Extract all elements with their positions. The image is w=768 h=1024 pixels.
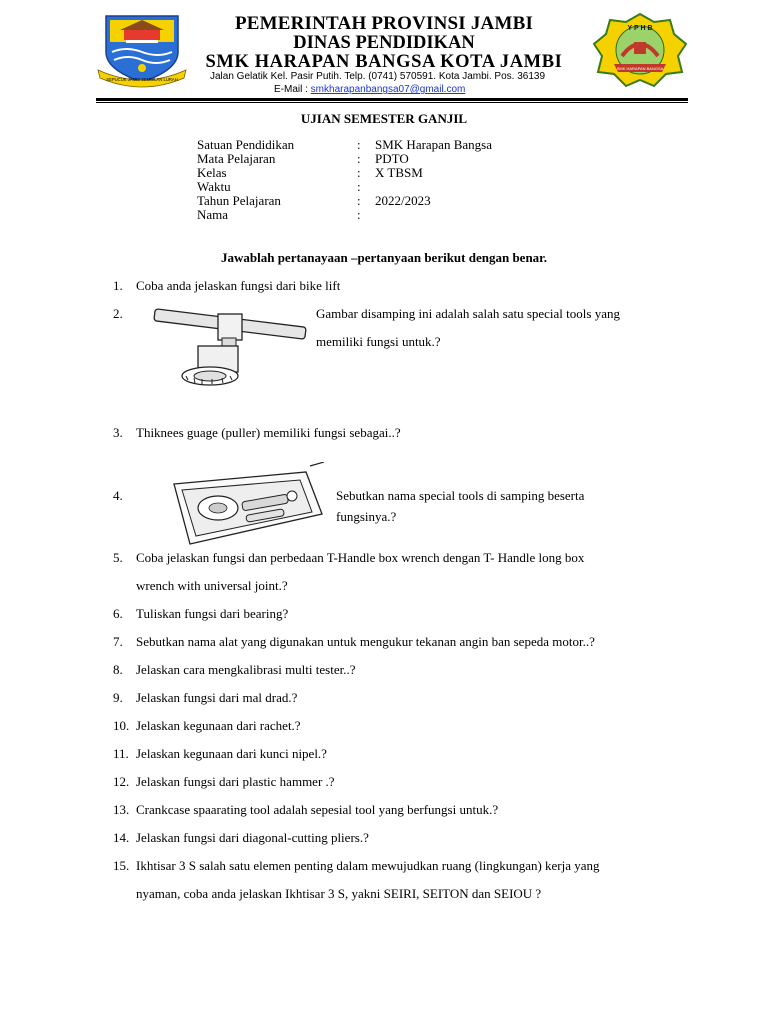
info-colon: : <box>357 165 361 180</box>
info-colon: : <box>357 179 361 194</box>
question-text: Coba anda jelaskan fungsi dari bike lift <box>136 278 341 293</box>
question-number: 8. <box>113 662 123 677</box>
email-link[interactable]: smkharapanbangsa07@gmail.com <box>310 84 466 95</box>
special-tool-case-image <box>160 462 324 548</box>
info-colon: : <box>357 193 361 208</box>
question-text: wrench with universal joint.? <box>136 578 288 593</box>
info-value: X TBSM <box>375 165 423 180</box>
school-address: Jalan Gelatik Kel. Pasir Putih. Telp. (0741) 570591. Kota Jambi. Pos. 36139 <box>210 71 546 82</box>
question-number: 14. <box>113 830 130 845</box>
question-number: 2. <box>113 306 123 321</box>
info-label: Nama <box>197 207 229 222</box>
header-line-2: DINAS PENDIDIKAN <box>293 33 475 53</box>
header-line-1: PEMERINTAH PROVINSI JAMBI <box>234 13 534 34</box>
question-text: Sebutkan nama special tools di samping beserta <box>336 488 585 503</box>
question-text: Coba jelaskan fungsi dan perbedaan T-Handle box wrench dengan T- Handle long box <box>136 550 585 565</box>
info-value: SMK Harapan Bangsa <box>375 137 492 152</box>
question-text: memiliki fungsi untuk.? <box>316 334 441 349</box>
question-number: 3. <box>113 425 123 440</box>
question-text: Jelaskan fungsi dari mal drad.? <box>136 690 298 705</box>
question-text: Gambar disamping ini adalah salah satu special tools yang <box>316 306 620 321</box>
question-text: Jelaskan kegunaan dari kunci nipel.? <box>136 746 327 761</box>
question-number: 13. <box>113 802 130 817</box>
info-label: Mata Pelajaran <box>197 151 276 166</box>
header-line-3: SMK HARAPAN BANGSA KOTA JAMBI <box>205 52 563 72</box>
question-text: Thiknees guage (puller) memiliki fungsi sebagai..? <box>136 425 401 440</box>
header-rule-thick <box>96 98 688 101</box>
question-text: Tuliskan fungsi dari bearing? <box>136 606 289 621</box>
left-logo-motto: SEPUCUK JAMBI SEMBILAN LURAH <box>106 77 178 82</box>
question-text: Jelaskan cara mengkalibrasi multi tester..? <box>136 662 356 677</box>
question-number: 6. <box>113 606 123 621</box>
question-number: 7. <box>113 634 123 649</box>
question-number: 11. <box>113 746 129 761</box>
question-text: nyaman, coba anda jelaskan Ikhtisar 3 S, yakni SEIRI, SEITON dan SEIOU ? <box>136 886 542 901</box>
exam-title: UJIAN SEMESTER GANJIL <box>300 111 468 126</box>
question-text: Jelaskan kegunaan dari rachet.? <box>136 718 301 733</box>
info-value: PDTO <box>375 151 409 166</box>
question-text: Jelaskan fungsi dari diagonal-cutting pliers.? <box>136 830 369 845</box>
question-number: 10. <box>113 718 130 733</box>
info-colon: : <box>357 151 361 166</box>
instruction: Jawablah pertanayaan –pertanyaan berikut dengan benar. <box>220 250 547 265</box>
email-label: E-Mail : <box>274 84 311 95</box>
info-label: Satuan Pendidikan <box>197 137 295 152</box>
question-text: Ikhtisar 3 S salah satu elemen penting dalam mewujudkan ruang (lingkungan) kerja yang <box>136 858 600 873</box>
question-number: 4. <box>113 488 123 503</box>
question-number: 9. <box>113 690 123 705</box>
info-label: Kelas <box>197 165 227 180</box>
right-logo-bottom-text: SMK HARAPAN BANGSA <box>616 66 664 71</box>
info-label: Waktu <box>197 179 231 194</box>
question-number: 5. <box>113 550 123 565</box>
info-colon: : <box>357 137 361 152</box>
question-text: fungsinya.? <box>336 509 397 524</box>
question-text: Crankcase spaarating tool adalah sepesial tool yang berfungsi untuk.? <box>136 802 499 817</box>
email-row <box>274 84 465 95</box>
info-value: 2022/2023 <box>375 193 431 208</box>
question-text: Sebutkan nama alat yang digunakan untuk mengukur tekanan angin ban sepeda motor..? <box>136 634 595 649</box>
info-label: Tahun Pelajaran <box>197 193 281 208</box>
header-rule-thin <box>96 102 688 103</box>
question-number: 12. <box>113 774 130 789</box>
question-number: 1. <box>113 278 123 293</box>
right-logo-top-text: Y P H B <box>627 25 653 32</box>
t-handle-puller-tool-image <box>150 306 310 388</box>
question-text: Jelaskan fungsi dari plastic hammer .? <box>136 774 335 789</box>
question-number: 15. <box>113 858 130 873</box>
info-colon: : <box>357 207 361 222</box>
